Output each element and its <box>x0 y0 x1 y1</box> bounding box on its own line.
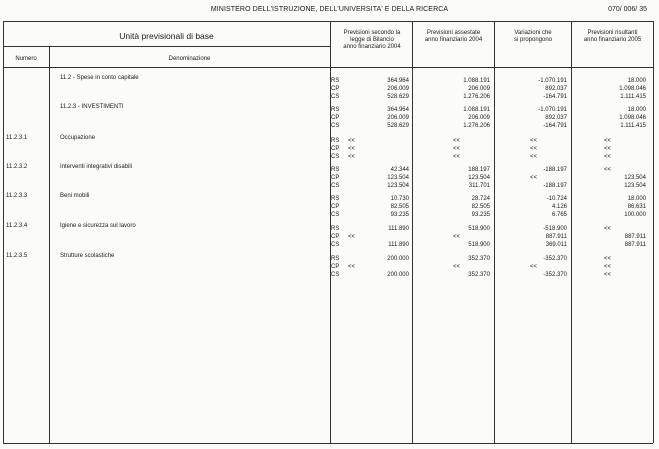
amount-type-label: CP <box>331 115 340 121</box>
cell-prev-risultanti: 1.111.415 <box>620 123 646 129</box>
cell-prev-bilancio: 42.344 <box>390 167 409 173</box>
header-divider <box>3 46 330 47</box>
cell-prev-assestate: << <box>453 264 461 270</box>
numero-divider <box>49 46 50 443</box>
row-description: Occupazione <box>60 135 96 141</box>
cell-prev-assestate: 1.276.206 <box>463 94 490 100</box>
cell-prev-risultanti: 887.911 <box>624 242 646 248</box>
denominazione-divider <box>330 21 331 443</box>
amount-type-label: CP <box>331 175 340 181</box>
amount-type-label: RS <box>331 226 340 232</box>
row-number: 11.2.3.2 <box>6 164 28 170</box>
cell-prev-bilancio: 123.504 <box>387 183 409 189</box>
amount-type-label: CP <box>331 234 340 240</box>
amount-type-label: CS <box>331 272 340 278</box>
cell-prev-bilancio: 200.000 <box>387 256 409 262</box>
cell-prev-risultanti: 18.000 <box>627 78 646 84</box>
cell-prev-assestate: 1.088.191 <box>463 107 490 113</box>
cell-prev-bilancio: 111.890 <box>388 242 409 248</box>
amount-type-label: CP <box>331 264 340 270</box>
amount-type-label: RS <box>331 196 340 202</box>
amount-type-label: CP <box>331 146 340 152</box>
row-description: Beni mobili <box>60 193 90 199</box>
cell-prev-risultanti: 1.111.415 <box>620 94 646 100</box>
cell-prev-risultanti: << <box>604 256 612 262</box>
cell-prev-risultanti: 1.098.046 <box>619 115 646 121</box>
cell-prev-bilancio: 206.009 <box>387 115 409 121</box>
group-title: Unità previsionali di base <box>119 31 214 41</box>
cell-variazioni: 892.037 <box>545 115 567 121</box>
col-header-prev-risultanti: Previsioni risultanti anno finanziario 2005 <box>583 30 642 43</box>
cell-variazioni: -352.370 <box>543 256 567 262</box>
cell-prev-bilancio: 364.964 <box>387 107 409 113</box>
amount-type-label: CS <box>331 94 340 100</box>
amount-type-label: CP <box>331 86 340 92</box>
amount-type-label: CS <box>331 242 340 248</box>
cell-variazioni: 6.765 <box>551 212 567 218</box>
row-number: 11.2.3.1 <box>6 135 28 141</box>
col3-divider <box>494 21 495 443</box>
cell-prev-bilancio: 123.504 <box>387 175 409 181</box>
cell-prev-risultanti: 887.911 <box>624 234 646 240</box>
cell-variazioni: -164.791 <box>543 123 567 129</box>
amount-type-label: RS <box>331 107 340 113</box>
cell-prev-bilancio: << <box>348 264 356 270</box>
amount-type-label: CS <box>331 183 340 189</box>
cell-prev-bilancio: 93.235 <box>390 212 409 218</box>
cell-prev-assestate: 93.235 <box>471 212 490 218</box>
cell-prev-assestate: << <box>453 154 461 160</box>
table-right-border <box>653 21 654 443</box>
cell-variazioni: -164.791 <box>543 94 567 100</box>
cell-prev-assestate: 82.505 <box>471 204 490 210</box>
cell-variazioni: << <box>530 264 538 270</box>
cell-variazioni: << <box>530 154 538 160</box>
cell-prev-assestate: 188.197 <box>468 167 490 173</box>
amount-type-label: RS <box>331 78 340 84</box>
table-left-border <box>3 21 4 443</box>
amount-type-label: RS <box>331 256 340 262</box>
col-header-prev-bilancio: Previsioni secondo la legge di Bilancio anno finanziario 2004 <box>343 30 401 50</box>
cell-prev-bilancio: 206.009 <box>387 86 409 92</box>
cell-prev-risultanti: << <box>604 154 612 160</box>
table-bottom-border <box>3 443 653 444</box>
cell-prev-risultanti: 1.098.046 <box>619 86 646 92</box>
amount-type-label: RS <box>331 138 340 144</box>
cell-prev-bilancio: 82.505 <box>390 204 409 210</box>
cell-prev-assestate: << <box>453 146 461 152</box>
header-bottom-border <box>3 67 653 68</box>
cell-prev-assestate: 206.009 <box>468 86 490 92</box>
cell-prev-risultanti: << <box>604 146 612 152</box>
col-header-variazioni: Variazioni che si propongono <box>513 30 553 43</box>
amount-type-label: CS <box>331 123 340 129</box>
cell-variazioni: -188.197 <box>543 167 567 173</box>
cell-prev-assestate: 28.724 <box>471 196 490 202</box>
cell-prev-bilancio: 10.730 <box>390 196 409 202</box>
col4-divider <box>571 21 572 443</box>
cell-prev-risultanti: << <box>604 272 612 278</box>
cell-variazioni: -352.370 <box>543 272 567 278</box>
cell-variazioni: << <box>530 138 538 144</box>
cell-variazioni: -10.724 <box>546 196 567 202</box>
row-number: 11.2.3.5 <box>6 253 28 259</box>
cell-prev-bilancio: << <box>348 234 356 240</box>
cell-prev-assestate: 518.900 <box>468 226 490 232</box>
cell-prev-risultanti: 18.000 <box>627 196 646 202</box>
col-header-prev-assestate: Previsioni assestate anno finanziario 2004 <box>424 30 483 43</box>
cell-variazioni: << <box>530 146 538 152</box>
cell-prev-assestate: 352.370 <box>468 256 490 262</box>
cell-prev-assestate: 206.009 <box>468 115 490 121</box>
cell-prev-risultanti: 86.631 <box>627 204 646 210</box>
cell-variazioni: -1.070.191 <box>538 78 567 84</box>
cell-variazioni: 887.911 <box>545 234 567 240</box>
cell-variazioni: 369.011 <box>545 242 567 248</box>
row-description: 11.2 - Spese in conto capitale <box>60 75 139 81</box>
cell-prev-bilancio: 364.964 <box>387 78 409 84</box>
row-number: 11.2.3.4 <box>6 223 28 229</box>
cell-variazioni: << <box>530 175 538 181</box>
cell-variazioni: -188.197 <box>543 183 567 189</box>
cell-prev-risultanti: 100.000 <box>624 212 646 218</box>
cell-variazioni: 892.037 <box>545 86 567 92</box>
cell-prev-risultanti: << <box>604 138 612 144</box>
col-header-denominazione: Denominazione <box>168 56 211 62</box>
row-description: Igiene e sicurezza sul lavoro <box>60 223 136 229</box>
cell-prev-assestate: << <box>453 138 461 144</box>
cell-prev-assestate: 352.370 <box>468 272 490 278</box>
col-header-numero: Numero <box>15 56 37 62</box>
ministry-title: MINISTERO DELL'ISTRUZIONE, DELL'UNIVERSITA' E DELLA RICERCA <box>210 6 449 13</box>
cell-prev-assestate: 311.701 <box>468 183 490 189</box>
col2-divider <box>412 21 413 443</box>
cell-prev-bilancio: << <box>348 146 356 152</box>
amount-type-label: CS <box>331 154 340 160</box>
cell-prev-risultanti: 123.504 <box>624 183 646 189</box>
cell-prev-assestate: 1.088.191 <box>463 78 490 84</box>
cell-prev-bilancio: << <box>348 138 356 144</box>
cell-prev-bilancio: << <box>348 154 356 160</box>
cell-prev-assestate: 518.900 <box>468 242 490 248</box>
page-code: 070/ 006/ 35 <box>608 6 647 13</box>
cell-variazioni: -518.900 <box>543 226 567 232</box>
cell-variazioni: -1.070.191 <box>538 107 567 113</box>
amount-type-label: CP <box>331 204 340 210</box>
cell-variazioni: 4.126 <box>551 204 567 210</box>
cell-prev-risultanti: 18.000 <box>627 107 646 113</box>
table-top-border <box>3 21 653 22</box>
row-description: Interventi integrativi disabili <box>60 164 133 170</box>
row-description: 11.2.3 - INVESTIMENTI <box>60 104 124 110</box>
cell-prev-assestate: << <box>453 234 461 240</box>
cell-prev-risultanti: << <box>604 226 612 232</box>
amount-type-label: CS <box>331 212 340 218</box>
cell-prev-risultanti: 123.504 <box>624 175 646 181</box>
row-number: 11.2.3.3 <box>6 193 28 199</box>
cell-prev-risultanti: << <box>604 264 612 270</box>
cell-prev-bilancio: 528.629 <box>387 94 409 100</box>
row-description: Strutture scolastiche <box>60 253 115 259</box>
cell-prev-bilancio: 200.000 <box>387 272 409 278</box>
cell-prev-bilancio: 111.890 <box>388 226 409 232</box>
cell-prev-assestate: 123.504 <box>468 175 490 181</box>
cell-prev-assestate: 1.276.206 <box>463 123 490 129</box>
cell-prev-bilancio: 528.629 <box>387 123 409 129</box>
amount-type-label: RS <box>331 167 340 173</box>
cell-prev-risultanti: << <box>604 167 612 173</box>
